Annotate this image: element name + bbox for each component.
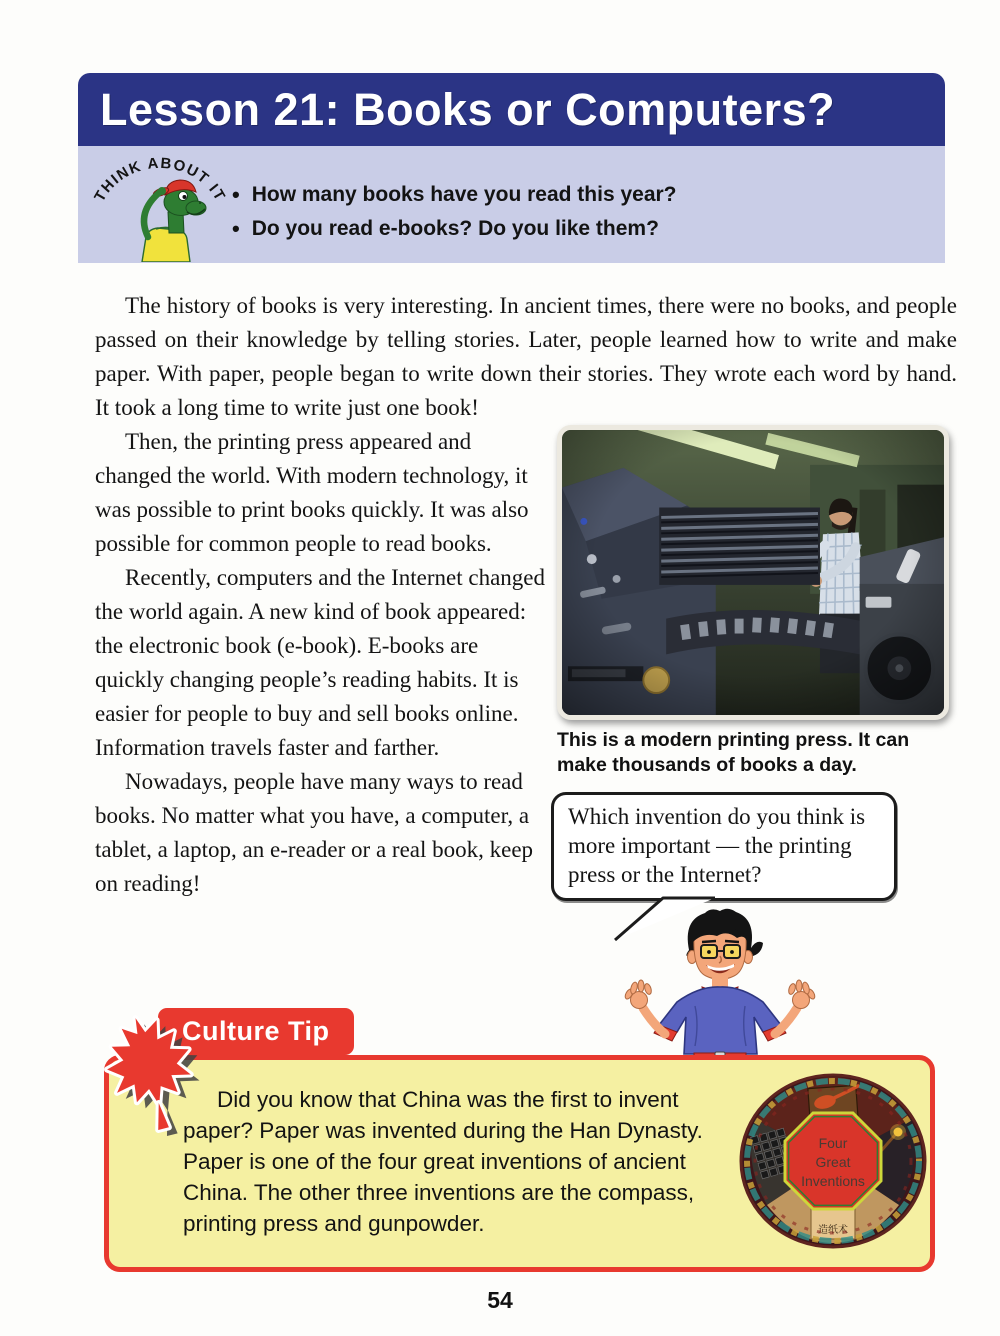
article-body — [95, 289, 957, 1068]
think-question — [232, 216, 677, 241]
think-questions-list — [232, 182, 677, 250]
bullet-icon: • — [232, 182, 240, 207]
lesson-header-banner — [78, 73, 945, 146]
speech-bubble-tail-icon — [607, 896, 727, 942]
speech-bubble — [551, 792, 897, 901]
lesson-title: Lesson 21: Books or Computers? — [100, 83, 836, 135]
bullet-icon: • — [232, 216, 240, 241]
printing-press-photo — [557, 425, 949, 720]
think-question-text: Do you read e-books? Do you like them? — [251, 217, 659, 240]
think-question — [232, 182, 677, 207]
speech-bubble-text: Which invention do you think is more important — the printing press or the Internet? — [568, 804, 866, 887]
media-column — [549, 425, 957, 1068]
article-paragraph: Nowadays, people have many ways to read books. No matter what you have, a computer, a tablet, a laptop, an e-reader or a real book, keep on reading! — [95, 769, 534, 896]
mascot-arc-label: THINK ABOUT IT — [91, 154, 229, 205]
culture-tip-text: Did you know that China was the first to invent paper? Paper was invented during the Han Dynasty. Paper is one of the four great inventions of ancient China. The other three inventions are the compass, printing press and gunpowder. — [183, 1087, 703, 1236]
paper-chinese-label: 造纸术 — [818, 1225, 848, 1236]
article-paragraph: Recently, computers and the Internet changed the world again. A new kind of book appeared: the electronic book (e-book). E-books are quickly changing people’s reading habits. It is easier for people to buy and sell books online. Information travels faster and farther. — [95, 565, 546, 760]
svg-text:THINK ABOUT IT — [91, 155, 229, 205]
badge-line: Inventions — [801, 1173, 865, 1189]
badge-line: Great — [815, 1154, 851, 1170]
maple-leaf-icon — [72, 1010, 242, 1155]
think-about-it-panel — [78, 146, 945, 263]
four-great-inventions-badge — [737, 1071, 929, 1253]
article-paragraph: Then, the printing press appeared and changed the world. With modern technology, it was possible to print books quickly. It was also possible for common people to read books. — [95, 429, 529, 556]
page-number: 54 — [487, 1287, 513, 1313]
think-question-text: How many books have you read this year? — [251, 183, 677, 206]
article-paragraph: The history of books is very interesting. In ancient times, there were no books, and people passed on their knowledge by telling stories. Later, people learned how to write and make paper. With paper, people began to write down their stories. They wrote each word by hand. It took a long time to write just one book! — [95, 293, 957, 420]
culture-tip-title: Culture Tip — [182, 1016, 330, 1046]
photo-caption: This is a modern printing press. It can make thousands of books a day. — [557, 729, 910, 776]
think-about-it-mascot-icon — [84, 150, 236, 262]
badge-line: Four — [818, 1135, 848, 1151]
